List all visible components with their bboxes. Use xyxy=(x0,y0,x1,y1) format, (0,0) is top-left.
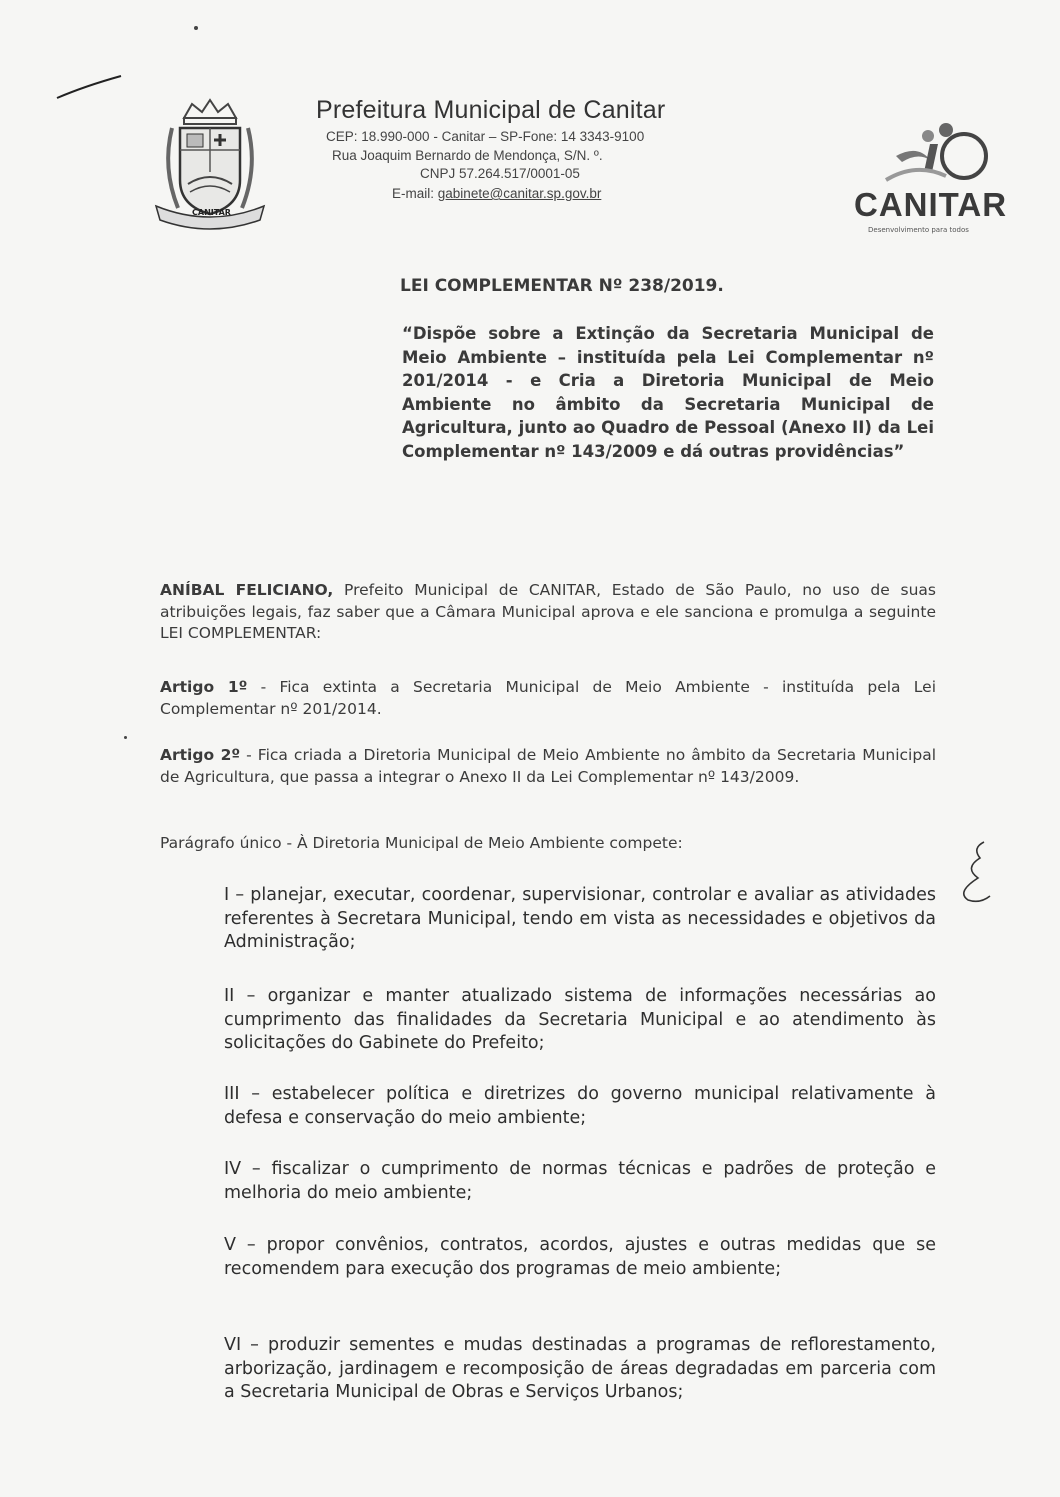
speck xyxy=(124,736,127,739)
article-2-label: Artigo 2º xyxy=(160,746,241,764)
list-item: V – propor convênios, contratos, acordos, ajustes e outras medidas que se recomendem para execução dos programas de meio ambiente; xyxy=(224,1235,936,1279)
list-item: VI – produzir sementes e mudas destinadas a programas de reflorestamento, arborização, jardinagem e recomposição de áreas degradadas em parceria com a Secretaria Municipal de Obras e Serviços Urbanos; xyxy=(224,1335,936,1402)
article-2-text: - Fica criada a Diretoria Municipal de Meio Ambiente no âmbito da Secretaria Municipal de Agricultura, que passa a integrar o Anexo II da Lei Complementar nº 143/2009. xyxy=(160,746,936,786)
canitar-logo-text: CANITAR xyxy=(854,186,1008,223)
law-ementa: “Dispõe sobre a Extinção da Secretaria Municipal de Meio Ambiente – instituída pela Lei Complementar nº 201/2014 - e Cria a Diretoria Municipal de Meio Ambiente no âmbito da Secretaria Municipal de Agricultura, junto ao Quadro de Pessoal (Anexo II) da Lei Complementar nº 143/2009 e dá outras providências” xyxy=(402,324,934,461)
email-label: E-mail: xyxy=(392,186,435,201)
address-line-1: CEP: 18.990-000 - Canitar – SP-Fone: 14 3343-9100 xyxy=(326,129,645,144)
speck xyxy=(194,26,198,30)
intro-text: Prefeito Municipal de CANITAR, Estado de São Paulo, no uso de suas atribuições legais, faz saber que a Câmara Municipal aprova e ele sanciona e promulga a seguinte LEI COMPLEMENTAR: xyxy=(160,581,936,642)
article-1 xyxy=(160,677,936,720)
mayor-name: ANÍBAL FELICIANO, xyxy=(160,581,334,599)
prefeitura-title: Prefeitura Municipal de Canitar xyxy=(316,96,666,124)
law-title: LEI COMPLEMENTAR Nº 238/2019. xyxy=(400,276,724,296)
paragrafo-unico: Parágrafo único - À Diretoria Municipal de Meio Ambiente compete: xyxy=(160,834,683,852)
list-item: III – estabelecer política e diretrizes do governo municipal relativamente à defesa e conservação do meio ambiente; xyxy=(224,1084,936,1128)
article-2 xyxy=(160,745,936,788)
email-link[interactable]: gabinete@canitar.sp.gov.br xyxy=(437,186,602,201)
list-item: II – organizar e manter atualizado sistema de informações necessárias ao cumprimento das finalidades da Secretaria Municipal e ao atendimento às solicitações do Gabinete do Prefeito; xyxy=(224,986,936,1053)
address-line-2: Rua Joaquim Bernardo de Mendonça, S/N. º. xyxy=(332,148,603,163)
article-1-label: Artigo 1º xyxy=(160,678,248,696)
canitar-logo xyxy=(846,122,1016,242)
list-item: IV – fiscalizar o cumprimento de normas técnicas e padrões de proteção e melhoria do meio ambiente; xyxy=(224,1159,936,1203)
pen-mark xyxy=(55,72,125,102)
handwritten-initial xyxy=(950,838,1010,908)
article-1-text: - Fica extinta a Secretaria Municipal de Meio Ambiente - instituída pela Lei Complementar nº 201/2014. xyxy=(160,678,936,718)
canitar-logo-icon xyxy=(846,122,1016,194)
cnpj-line: CNPJ 57.264.517/0001-05 xyxy=(420,166,580,181)
list-item: I – planejar, executar, coordenar, supervisionar, controlar e avaliar as atividades referentes à Secretara Municipal, tendo em vista as necessidades e objetivos da Administração; xyxy=(224,885,936,952)
crest-ribbon-text: CANITAR xyxy=(192,208,231,217)
intro-paragraph xyxy=(160,580,936,645)
canitar-logo-tagline: Desenvolvimento para todos xyxy=(868,226,969,234)
email-line xyxy=(392,186,601,201)
